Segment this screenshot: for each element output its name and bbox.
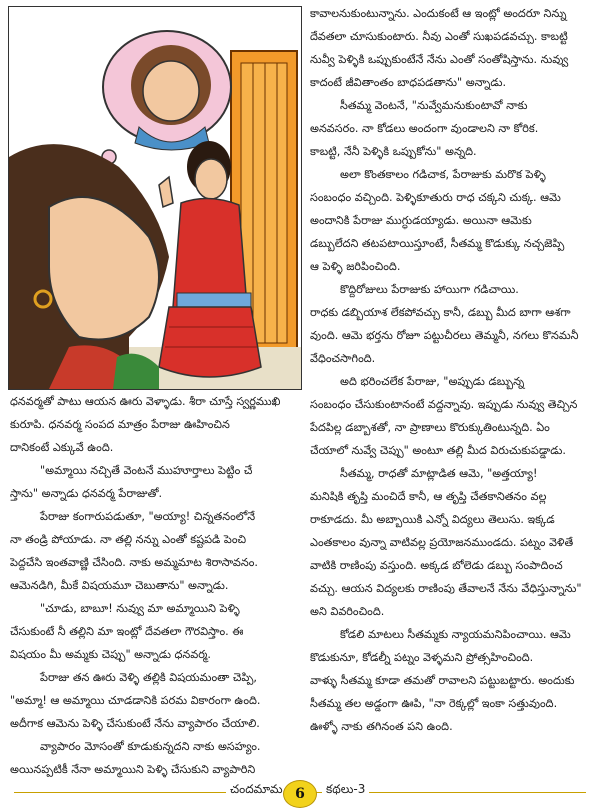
text-line: పేరాజు తన ఊరు వెళ్ళి తల్లికి విషయమంతా చెప్పి, (40, 671, 257, 684)
illustration-art-icon (9, 7, 301, 389)
text-line: సంబంధం వచ్చింది. పెళ్ళికూతురు రాధ చక్కని చుక్క. ఆమె (310, 191, 561, 204)
text-line: నా తండ్రి పోయాడు. నా తల్లి నన్ను ఎంతో కష్టపడి పెంచి (10, 533, 247, 546)
text-line: కురూపి. ధనవర్మ సంపద మాత్రం పేరాజు ఊహించిన (10, 418, 230, 431)
text-line: అని వివరించింది. (310, 605, 385, 618)
text-line: డబ్బులేదని తటపటాయిస్తూంటే, సీతమ్మ కొడుక్కు నచ్చజెప్పి (310, 237, 565, 250)
text-line: ఆమెనడిగి, మీకే విషయమూ చెబుతాను" అన్నాడు. (10, 579, 229, 592)
text-line: కొడుకునూ, కోడల్నీ పట్నం వెళ్ళమని ప్రోత్సహించింది. (310, 651, 534, 664)
text-line: అయినప్పటికీ నేనా అమ్మాయిని పెళ్ళి చేసుకుని వ్యాపారిని (10, 763, 256, 776)
text-line: వేధించసాగింది. (310, 352, 376, 365)
text-line: విషయం మీ అమ్మకు చెప్పు" అన్నాడు ధనవర్మ. (10, 648, 211, 661)
text-line: రాకూడదు. మీ అబ్బాయికి ఎన్నో విద్యలు తెలుసు. ఇక్కడ (310, 513, 555, 526)
text-line: అది భరించలేక పేరాజు, "అప్పుడు డబ్బున్న (340, 375, 525, 388)
text-line: చేయాలో నువ్వే చెప్పు" అంటూ తల్లి మీద విరుచుకుపడ్డాడు. (310, 444, 566, 457)
text-line: పెద్దచేసి ఇంతవాణ్ణి చేసింది. నాకు అమ్మమాట శిరాసావనం. (10, 556, 258, 569)
text-line: ఊళ్ళో నాకు తగినంత పని ఉంది. (310, 720, 453, 733)
page-number: 6 (283, 780, 317, 808)
text-line: వుంది. ఆమె భర్తను రోజూ పట్టుచీరలు తెమ్మనీ, నగలు కొనమనీ (310, 329, 579, 342)
text-line: ఆ పెళ్ళి జరిపించింది. (310, 260, 401, 273)
text-line: వచ్చు. ఆయన విద్యలకు రాణింపు తేవాలనే నేను వేధిస్తున్నాను" (310, 582, 582, 595)
series-label: కథలు-3 (322, 782, 369, 799)
text-line: ధనవర్మతో పాటు ఆయన ఊరు వెళ్ళాడు. శీరా చూస్తే స్వర్ణముఖి (10, 395, 281, 408)
page-footer (0, 776, 600, 809)
text-line: సీతమ్మ తల అడ్డంగా ఊపి, "నా రెక్కల్లో ఇంకా సత్తువుంది. (310, 697, 558, 710)
text-line: పేదపిల్ల డబ్బాశతో, నా ప్రాణాలు కొరుక్కుతింటున్నది. ఏం (310, 421, 550, 434)
text-line: "చూడు, బాబూ! నువ్వు మా అమ్మాయిని పెళ్ళి (40, 602, 240, 615)
text-line: చేసుకుంటే నీ తల్లిని మా ఇంట్లో దేవతలా గౌరవిస్తాం. ఈ (10, 625, 244, 638)
text-line: కాబట్టి, నేనీ పెళ్ళికి ఒప్పుకోను" అన్నది. (310, 145, 477, 158)
text-line: నువ్వీ పెళ్ళికి ఒప్పుకుంటేనే నేను ఎంతో సంతోషిస్తాను. నువ్వు (310, 53, 569, 66)
text-line: అలా కొంతకాలం గడిచాక, పేరాజుకు మరొక పెళ్ళి (340, 168, 546, 181)
text-line: సంబంధం చేసుకుంటానంటే వద్దన్నావు. ఇప్పుడు నువ్వు తెచ్చిన (310, 398, 578, 411)
text-line: కొద్దిరోజులు పేరాజుకు హాయిగా గడిచాయి. (340, 283, 519, 296)
text-line: అదీగాక ఆమెను పెళ్ళి చేసుకుంటే నేను వ్యాపారం చేయాలి. (10, 717, 260, 730)
text-line: కావాలనుకుంటున్నాను. ఎందుకంటే ఆ ఇంట్లో అందరూ నిన్ను (310, 7, 567, 20)
text-line: అనవసరం. నా కోడలు అందంగా వుండాలని నా కోరిక. (310, 122, 539, 135)
text-line: వాటికి రాణింపు వస్తుంది. అక్కడ బోలెడు డబ్బు సంపాదించ (310, 559, 563, 572)
text-line: కోడలి మాటలు సీతమ్మకు న్యాయమనిపించాయి. ఆమె (340, 628, 571, 641)
text-line: అందానికి పేరాజు ముగ్ధుడయ్యాడు. అయినా ఆమెకు (310, 214, 532, 227)
text-line: "అమ్మాయి నచ్చితే వెంటనే ముహూర్తాలు పెట్టిం చే (40, 464, 253, 477)
text-line: దానికంటే ఎక్కువే ఉంది. (10, 441, 114, 454)
text-line: రాధకు డబ్బియాశ లేకపోవచ్చు కానీ, డబ్బు మీద బాగా ఆశగా (310, 306, 571, 319)
text-line: దేవతలా చూసుకుంటారు. నీవు ఎంతో సుఖపడవచ్చు. కాబట్టి (310, 30, 568, 43)
text-line: వాళ్ళు సీతమ్మ కూడా తమతో రావాలని పట్టుబట్టారు. అందుకు (310, 674, 575, 687)
text-line: కాదంటే జీవితాంతం బాధపడతాను" అన్నాడు. (310, 76, 507, 89)
story-illustration (8, 6, 302, 390)
right-text-column (310, 2, 594, 738)
text-line: "అమ్మా! ఆ అమ్మాయి చూడడానికి పరమ వికారంగా ఉంది. (10, 694, 261, 707)
magazine-name: చందమామ (226, 782, 287, 799)
text-line: సీతమ్మ, రాధతో మాట్లాడిత ఆమె, "అత్తయ్యా! (340, 467, 538, 480)
text-line: సీతమ్మ వెంటనే, "నువ్వేమనుకుంటావో నాకు (340, 99, 528, 112)
text-line: స్తాను" అన్నాడు ధనవర్మ పేరాజుతో. (10, 487, 163, 500)
left-text-column (10, 390, 300, 781)
text-line: మనిషికి తృప్తి మంచిదే కానీ, ఆ తృప్తి చేతకానితనం వల్ల (310, 490, 547, 503)
text-line: వ్యాపారం మోసంతో కూడుకున్నదని నాకు అసహ్యం. (40, 740, 261, 753)
text-line: పేరాజు కంగారుపడుతూ, "అయ్యా! చిన్నతనంలోనే (40, 510, 256, 523)
text-line: ఎంతకాలం వున్నా వాటివల్ల ప్రయోజనముండదు. పట్నం వెళితే (310, 536, 574, 549)
